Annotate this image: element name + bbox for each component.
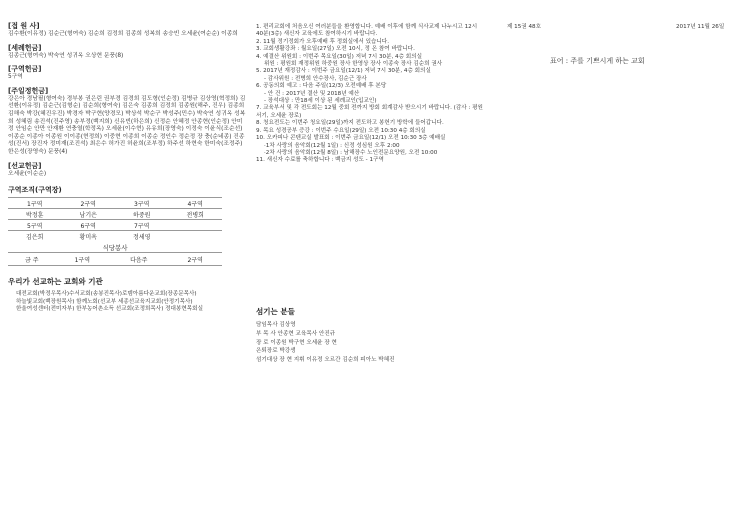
meal-service-table <box>8 252 222 266</box>
issue-date: 2017년 11월 26일 <box>676 24 725 30</box>
meal-cell: 1구역 <box>56 253 109 266</box>
notice-item: 7. 교육부서 및 각 전도회는 12월 중회 전까지 방회 회계감사 받으시기 바랍니다. (감사 : 평원서기, 오세윤 장로) <box>256 105 483 119</box>
zone-table <box>8 197 222 241</box>
notice-item: 9. 목요 성경공부 증강 : 이번주 수요일(29일) 오전 10:30 4층 회의실 <box>256 127 426 134</box>
notice-item: 10. 오카피나 콘텐교실 발표회 : 이번주 금요일(12/1) 오전 10:30 3층 예배실 <box>256 135 446 142</box>
zone-cell: 7구역 <box>115 220 169 231</box>
notice-item: - 안 건 : 2017년 결산 및 2018년 예산 <box>264 90 360 97</box>
left-column <box>8 0 246 314</box>
section-title: [주일정헌금] <box>8 86 49 95</box>
zone-cell: 전병희 <box>169 209 223 220</box>
section-body: 김종근(형여숙) 박숙연 성귀옥 오상현 문풍(8) <box>8 52 124 59</box>
zone-cell: 정세영 <box>115 231 169 242</box>
zone-cell: 하중원 <box>115 209 169 220</box>
zone-cell: 5구역 <box>8 220 62 231</box>
serve-line: 은퇴장로 박강생 <box>256 348 296 355</box>
notice-item: 위원 : 평원회 재정위원 하중원 장사 한영상 장사 이종숙 장사 김순희 권사 <box>264 61 443 68</box>
offering-sections <box>8 22 246 178</box>
section-title: [세례헌금] <box>8 43 42 52</box>
notice-item: - 장석대상 : 만18세 이상 된 세례교인(입교인) <box>264 98 377 105</box>
church-motto: 표어 : 주를 기쁘시게 하는 교회 <box>550 57 645 65</box>
mission-line: 대전교회(박정우목사)수서교회(송봉진목사)로뎀아름다운교회(장종문목사) <box>16 291 197 298</box>
zone-cell: 6구역 <box>62 220 116 231</box>
serve-title: 섬기는 분들 <box>256 307 295 316</box>
notice-item: 6. 공동의회 예고 : 다음 주일(12/3) 오전예배 후 본당 <box>256 83 387 90</box>
notice-item: 5. 2017년 재정감사 : 이번주 금요일(12/1) 저녁 7시 30분, 4층 회의실 <box>256 68 431 75</box>
zone-cell: 김은희 <box>8 231 62 242</box>
notice-item: ·1차 사랑의 음악회(12월 1일) : 신정 성심원 오후 2:00 <box>264 142 400 149</box>
zone-row <box>8 209 222 220</box>
notice-item: ·2차 사랑의 음악회(12월 8일) : 남해장수 노인전문요양원, 오전 10:00 <box>264 149 438 156</box>
issue-number: 제 15권 48호 <box>507 24 542 30</box>
notice-item: 11. 새신자 수료를 축하합니다 : 백금지 성도 - 1구역 <box>256 157 384 164</box>
mission-line: 한울여성센터(전미자부) 한부농어촌소득 선교회(조정희목사) 정대봉현목회실 <box>16 306 203 313</box>
notice-item: 1. 편리교회에 처음오신 여러분들을 환영합니다. 예배 이후에 함께 식사교제 나누시고 12시 40분(3층) 새신자 교육에도 참여하시기 바랍니다. <box>256 24 478 38</box>
serve-section <box>256 300 486 365</box>
zone-cell: 2구역 <box>62 198 116 209</box>
meal-cell: 2구역 <box>169 253 222 266</box>
section-body: 강은아 경남필(형여숙) 경부봉 권은린 권부경 김경희 김도형(인순정) 김병규 김상영(혁정희) 김선환(이유정) 김순근(김형순) 김순희(형여숙) 김은숙 김종희 김정희 김종원(해주, 진우) 김종희 김해숙 박강(혜진우진) 박경자 박구현(양경모) 박상석 박순구 박성주(민수) 박숙연 성귀옥 성복희 성혜림 송진석(진주영) 송부정(백지희) 신유빈(하은희) 신정순 안혜정 안종현(인순정) 안미정 안임순 안만 안재환 연충열(학정옥) 오세윤(이수현) 유유희(장영숙) 이정숙 이윤식(조순선) 이종순 이종아 이종원 이이종(현정희) 이중현 이종희 이종순 정인수 정순정 장 충(순네종) 진종성(진서) 장진자 정미재(조진석) 최은수 허가진 허윤희(조부정) 하주선 하현숙 한미숙(조정주) 한은성(장영숙) 문풍(4) <box>8 95 246 155</box>
mission-list <box>8 291 246 314</box>
serve-line: 담임목사 김상영 <box>256 322 296 328</box>
section-body: 오세윤(이순순) <box>8 170 47 177</box>
notice-list <box>256 24 486 165</box>
zone-row <box>8 198 222 209</box>
notice-item: - 감사위원 : 전병희 안수장사, 김순근 장사 <box>264 75 367 82</box>
meal-cell: 금 주 <box>8 253 56 266</box>
section-title: [구역헌금] <box>8 65 42 74</box>
zone-cell: 1구역 <box>8 198 62 209</box>
meal-service-title: 식당봉사 <box>102 244 128 253</box>
zone-cell: 박정훈 <box>8 209 62 220</box>
zone-table-title: 구역조직(구역장) <box>8 186 62 195</box>
section-body: 김수환(이유정) 김순근(형여숙) 김순희 김정희 김종희 성복희 송승빈 오세윤(여순순) 이종희 <box>8 31 238 37</box>
serve-line: 부 목 사 안종현 교육목사 안진규 <box>256 330 336 337</box>
notice-item: 2. 11월 정기정회가 오후예배 후 정회실에서 있습니다. <box>256 38 389 45</box>
notice-item: 8. 청요전도는 이번주 청요일(29일)까지 전도하고 봉헌기 방학에 들어갑니다. <box>256 120 444 127</box>
middle-column <box>256 0 486 364</box>
zone-cell <box>169 231 223 242</box>
meal-cell: 다음주 <box>109 253 169 266</box>
notice-item: 3. 교회생활강좌 : 월요일(27일) 오전 10시, 정 온 참여 바랍니다. <box>256 46 415 53</box>
zone-cell <box>169 220 223 231</box>
notice-item: 4. 예결산 위원회 : 이번주 목요일(30일) 저녁 7시 30분, 4층 회의실 <box>256 53 422 60</box>
zone-cell: 3구역 <box>115 198 169 209</box>
zone-cell: 황미옥 <box>62 231 116 242</box>
zone-cell: 4구역 <box>169 198 223 209</box>
section-title: [접 원 사] <box>8 22 40 30</box>
mission-title: 우리가 선교하는 교회와 기관 <box>8 277 103 287</box>
serve-line: 섬기대상 장 현 지휘 이유정 오르간 김순희 피아노 박혜진 <box>256 357 395 364</box>
serve-line: 장 로 이종원 박구현 오세윤 장 현 <box>256 339 337 346</box>
mission-line: 하늘빛교회(백장원목사) 함께노회(선교부 세종선교육지교회(안정기목사) <box>16 298 193 305</box>
zone-row <box>8 220 222 231</box>
zone-cell: 남기은 <box>62 209 116 220</box>
section-body: 5구역 <box>8 74 23 81</box>
section-title: [선교헌금] <box>8 161 42 170</box>
zone-row <box>8 231 222 242</box>
serve-list <box>256 321 486 365</box>
